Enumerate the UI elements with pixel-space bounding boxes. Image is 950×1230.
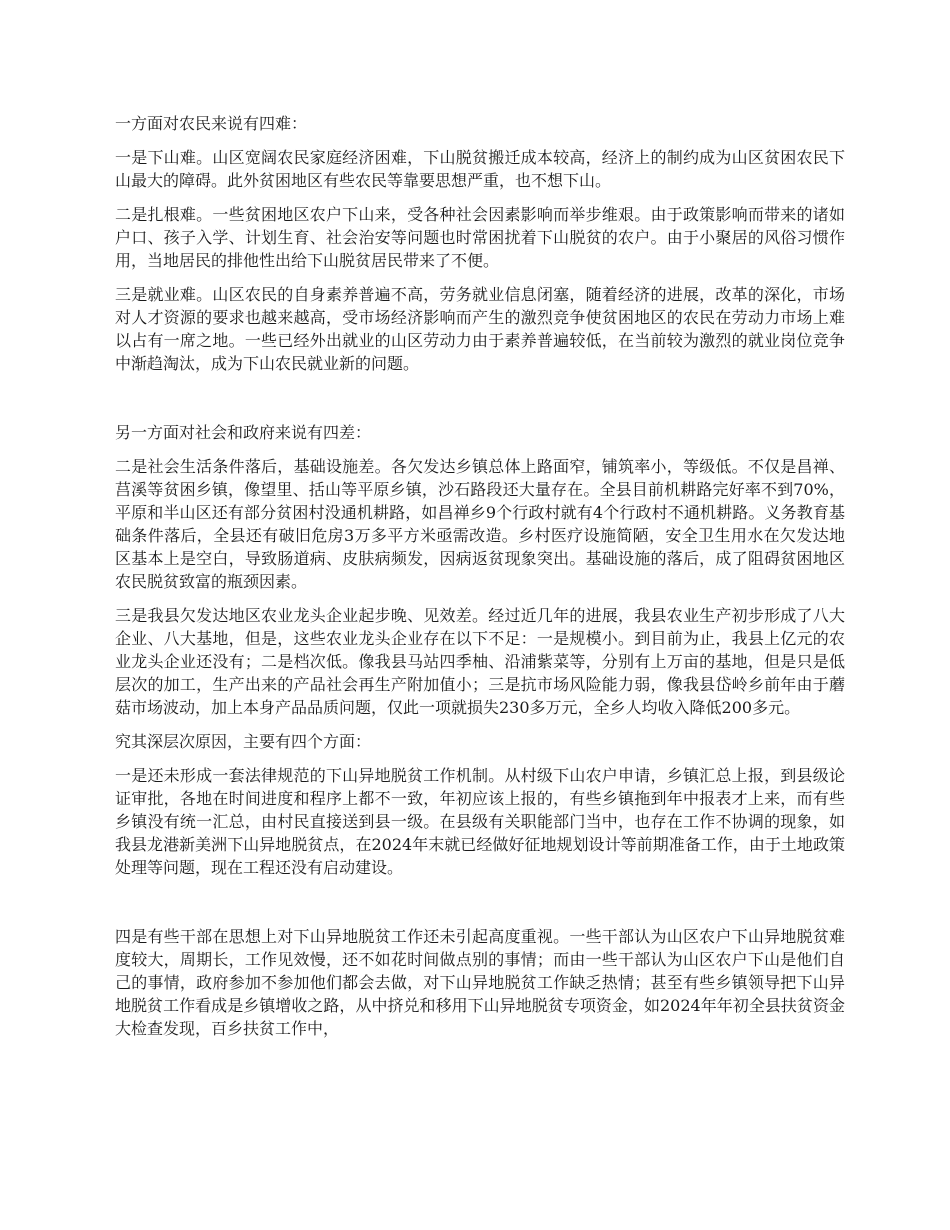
- paragraph-work-mechanism: 一是还未形成一套法律规范的下山异地脱贫工作机制。从村级下山农户申请，乡镇汇总上报，到县级论证审批，各地在时间进度和程序上都不一致，年初应该上报的，有些乡镇拖到年中报表才上来，而有些乡镇没有统一汇总，由村民直接送到县一级。在县级有关职能部门当中，也存在工作不协调的现象，如我县龙港新美洲下山异地脱贫点，在2024年末就已经做好征地规划设计等前期准备工作，由于土地政策处理等问题，现在工程还没有启动建设。: [115, 766, 845, 877]
- paragraph-agriculture-enterprises: 三是我县欠发达地区农业龙头企业起步晚、见效差。经过近几年的进展，我县农业生产初步形成了八大企业、八大基地，但是，这些农业龙头企业存在以下不足：一是规模小。到目前为止，我县上亿元的农业龙头企业还没有；二是档次低。像我县马站四季柚、沿浦紫菜等，分别有上万亩的基地，但是只是低层次的加工，生产出来的产品社会再生产附加值小；三是抗市场风险能力弱，像我县岱岭乡前年由于蘑菇市场波动，加上本身产品品质问题，仅此一项就损失230多万元，全乡人均收入降低200多元。: [115, 606, 845, 717]
- section-spacer: [115, 386, 845, 421]
- section-heading-root-causes: 究其深层次原因，主要有四个方面：: [115, 732, 372, 751]
- paragraph-taking-root: 二是扎根难。一些贫困地区农户下山来，受各种社会因素影响而举步维艰。由于政策影响而带来的诸如户口、孩子入学、计划生育、社会治安等问题也时常困扰着下山脱贫的农户。由于小聚居的风俗习惯作用，当地居民的排他性出给下山脱贫居民带来了不便。: [115, 205, 845, 270]
- paragraph-employment: 三是就业难。山区农民的自身素养普遍不高，劳务就业信息闭塞，随着经济的进展，改革的深化，市场对人才资源的要求也越来越高，受市场经济影响而产生的激烈竞争使贫困地区的农民在劳动力市场上难以占有一席之地。一些已经外出就业的山区劳动力由于素养普遍较低，在当前较为激烈的就业岗位竞争中渐趋淘汰，成为下山农民就业新的问题。: [115, 285, 845, 373]
- paragraph-cadre-attention: 四是有些干部在思想上对下山异地脱贫工作还未引起高度重视。一些干部认为山区农户下山异地脱贫难度较大，周期长，工作见效慢，还不如花时间做点别的事情；而由一些干部认为山区农户下山是他们自己的事情，政府参加不参加他们都会去做，对下山异地脱贫工作缺乏热情；甚至有些乡镇领导把下山异地脱贫工作看成是乡镇增收之路，从中挤兑和移用下山异地脱贫专项资金，如2024年年初全县扶贫资金大检查发现，百乡扶贫工作中，: [115, 927, 845, 1038]
- section-heading-four-difficulties: 一方面对农民来说有四难：: [115, 114, 308, 133]
- section-heading-four-shortfalls: 另一方面对社会和政府来说有四差：: [115, 423, 372, 442]
- paragraph-infrastructure: 二是社会生活条件落后，基础设施差。各欠发达乡镇总体上路面窄，铺筑率小，等级低。不仅是昌禅、莒溪等贫困乡镇，像望里、括山等平原乡镇，沙石路段还大量存在。全县目前机耕路完好率不到70%，平原和半山区还有部分贫困村没通机耕路，如昌禅乡9个行政村就有4个行政村不通机耕路。义务教育基础条件落后，全县还有破旧危房3万多平方米亟需改造。乡村医疗设施简陋，安全卫生用水在欠发达地区基本上是空白，导致肠道病、皮肤病频发，因病返贫现象突出。基础设施的落后，成了阻碍贫困地区农民脱贫致富的瓶颈因素。: [115, 457, 845, 591]
- paragraph-descending-mountain: 一是下山难。山区宽阔农民家庭经济困难，下山脱贫搬迁成本较高，经济上的制约成为山区贫困农民下山最大的障碍。此外贫困地区有些农民等靠要思想严重，也不想下山。: [115, 148, 845, 190]
- document-page: [115, 112, 845, 1051]
- section-spacer: [115, 890, 845, 925]
